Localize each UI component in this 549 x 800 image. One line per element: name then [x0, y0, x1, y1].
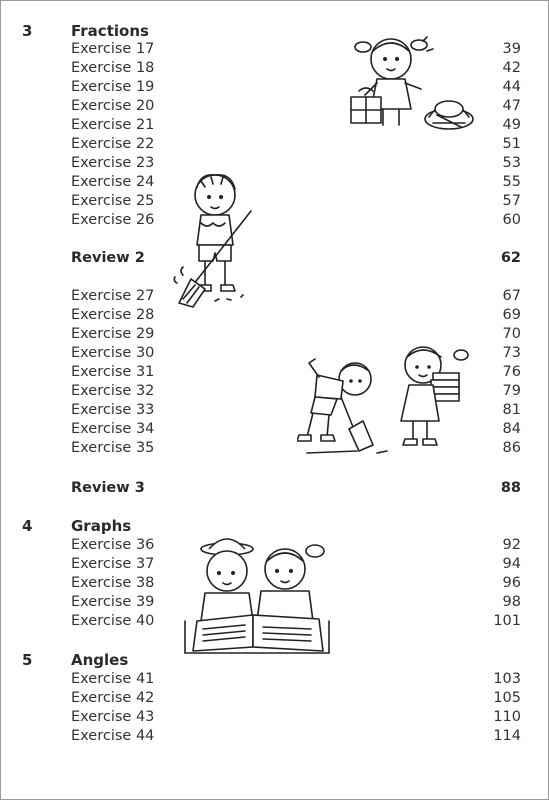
- exercise-label[interactable]: Exercise 31: [71, 364, 155, 380]
- page-number: 105: [493, 690, 521, 706]
- page-number: 69: [502, 307, 521, 323]
- exercise-label[interactable]: Exercise 39: [71, 594, 155, 610]
- exercise-label[interactable]: Exercise 25: [71, 193, 155, 209]
- page-number: 81: [502, 402, 521, 418]
- exercise-label[interactable]: Exercise 21: [71, 117, 155, 133]
- page-number: 47: [502, 98, 521, 114]
- page-number: 86: [502, 440, 521, 456]
- review-label[interactable]: Review 3: [71, 480, 145, 496]
- review-page-number: 88: [500, 480, 521, 496]
- page-number: 110: [493, 709, 521, 725]
- exercise-label[interactable]: Exercise 17: [71, 41, 155, 57]
- page-number: 103: [493, 671, 521, 687]
- page-number: 70: [502, 326, 521, 342]
- exercise-label[interactable]: Exercise 37: [71, 556, 155, 572]
- exercise-label[interactable]: Exercise 22: [71, 136, 155, 152]
- page-number: 79: [502, 383, 521, 399]
- girl-with-cake-and-basket-illustration: [347, 29, 477, 139]
- page-number: 44: [502, 79, 521, 95]
- review-page-number: 62: [500, 250, 521, 266]
- chapter-title: Graphs: [71, 517, 132, 535]
- page-number: 92: [502, 537, 521, 553]
- page-number: 67: [502, 288, 521, 304]
- exercise-label[interactable]: Exercise 35: [71, 440, 155, 456]
- exercise-label[interactable]: Exercise 27: [71, 288, 155, 304]
- page-number: 57: [502, 193, 521, 209]
- exercise-label[interactable]: Exercise 44: [71, 728, 155, 744]
- page-number: 76: [502, 364, 521, 380]
- exercise-label[interactable]: Exercise 29: [71, 326, 155, 342]
- children-reading-book-illustration: [181, 535, 331, 657]
- page-number: 114: [493, 728, 521, 744]
- exercise-label[interactable]: Exercise 24: [71, 174, 155, 190]
- page-number: 94: [502, 556, 521, 572]
- chapter-number: 3: [22, 22, 33, 40]
- page-number: 49: [502, 117, 521, 133]
- chapter-title: Fractions: [71, 22, 149, 40]
- exercise-label[interactable]: Exercise 20: [71, 98, 155, 114]
- page-number: 101: [493, 613, 521, 629]
- exercise-label[interactable]: Exercise 30: [71, 345, 155, 361]
- exercise-label[interactable]: Exercise 26: [71, 212, 155, 228]
- exercise-label[interactable]: Exercise 40: [71, 613, 155, 629]
- page-number: 51: [502, 136, 521, 152]
- page-number: 84: [502, 421, 521, 437]
- exercise-label[interactable]: Exercise 19: [71, 79, 155, 95]
- exercise-label[interactable]: Exercise 41: [71, 671, 155, 687]
- chapter-number: 5: [22, 651, 33, 669]
- exercise-label[interactable]: Exercise 33: [71, 402, 155, 418]
- exercise-label[interactable]: Exercise 32: [71, 383, 155, 399]
- exercise-label[interactable]: Exercise 28: [71, 307, 155, 323]
- page-number: 53: [502, 155, 521, 171]
- page-number: 42: [502, 60, 521, 76]
- page-number: 96: [502, 575, 521, 591]
- page-number: 98: [502, 594, 521, 610]
- children-bending-and-carrying-books-illustration: [297, 341, 472, 459]
- chapter-title: Angles: [71, 651, 129, 669]
- exercise-label[interactable]: Exercise 18: [71, 60, 155, 76]
- exercise-label[interactable]: Exercise 36: [71, 537, 155, 553]
- exercise-label[interactable]: Exercise 43: [71, 709, 155, 725]
- exercise-label[interactable]: Exercise 34: [71, 421, 155, 437]
- exercise-label[interactable]: Exercise 23: [71, 155, 155, 171]
- page-number: 60: [502, 212, 521, 228]
- review-label[interactable]: Review 2: [71, 250, 145, 266]
- exercise-label[interactable]: Exercise 38: [71, 575, 155, 591]
- chapter-number: 4: [22, 517, 33, 535]
- page-number: 55: [502, 174, 521, 190]
- page-number: 73: [502, 345, 521, 361]
- boy-sweeping-illustration: [171, 167, 261, 312]
- exercise-label[interactable]: Exercise 42: [71, 690, 155, 706]
- page-number: 39: [502, 41, 521, 57]
